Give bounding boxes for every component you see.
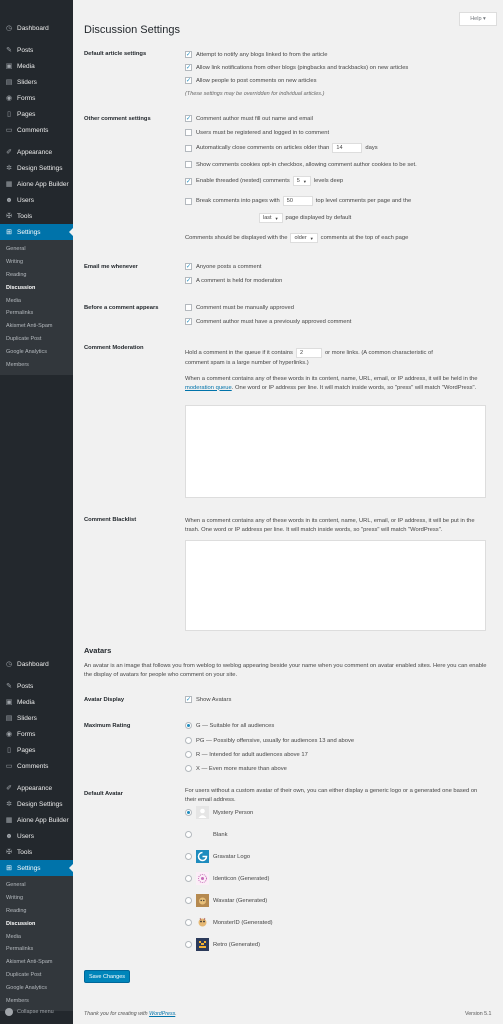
menu-media[interactable]: ▣ Media xyxy=(5,62,35,70)
menu-media[interactable]: ▣ Media xyxy=(5,698,35,706)
brush-icon: ✐ xyxy=(6,785,12,792)
brush-icon: ✐ xyxy=(6,149,12,156)
moderation-queue-link[interactable]: moderation queue xyxy=(185,384,232,391)
menu-sliders[interactable]: ▤ Sliders xyxy=(5,78,37,86)
submenu-writing[interactable]: Writing xyxy=(6,258,24,265)
menu-forms[interactable]: ◉ Forms xyxy=(5,94,36,102)
submenu-members[interactable]: Members xyxy=(6,998,29,1005)
wrench-icon: ✠ xyxy=(6,849,12,856)
checkbox[interactable] xyxy=(185,145,192,152)
close-comments-row: Automatically close comments on articles older than 14 days xyxy=(185,143,378,153)
media-icon: ▣ xyxy=(5,63,13,70)
gear-icon: ✲ xyxy=(6,801,12,808)
slider-icon: ▤ xyxy=(5,715,13,722)
menu-posts[interactable]: ✎ Posts xyxy=(6,682,34,690)
submenu-permalinks[interactable]: Permalinks xyxy=(6,946,34,953)
menu-settings[interactable]: ⊞ Settings xyxy=(0,860,73,876)
help-tab-button[interactable]: Help ▾ xyxy=(459,12,497,26)
avatar-option[interactable]: MonsterID (Generated) xyxy=(185,916,273,929)
rating-option[interactable]: PG — Possibly offensive, usually for audiences 13 and above xyxy=(185,737,354,744)
threaded-row: ✓ Enable threaded (nested) comments 5 ▼ levels deep xyxy=(185,178,344,185)
comments-per-page-input[interactable]: 50 xyxy=(283,196,313,206)
default-article-row[interactable]: ✓ Attempt to notify any blogs linked to from the article xyxy=(185,51,328,58)
submenu-permalinks[interactable]: Permalinks xyxy=(6,310,34,317)
checkbox[interactable]: ✓ xyxy=(185,178,192,185)
media-icon: ▣ xyxy=(5,699,13,706)
default-avatar-label: Default Avatar xyxy=(84,791,123,797)
settings-submenu xyxy=(0,876,73,1011)
checkbox[interactable]: ✓ xyxy=(185,319,192,325)
rating-option[interactable]: X — Even more mature than above xyxy=(185,765,287,772)
submenu-akismet[interactable]: Akismet Anti-Spam xyxy=(6,959,53,966)
menu-design-settings[interactable]: ✲ Design Settings xyxy=(6,800,63,808)
radio[interactable] xyxy=(185,751,192,758)
submenu-media[interactable]: Media xyxy=(6,297,21,304)
rating-option[interactable]: R — Intended for adult audiences above 17 xyxy=(185,751,308,758)
default-avatar-description: For users without a custom avatar of their own, you can either display a generic logo or a generated one based on their email address. xyxy=(185,788,478,803)
section-label-before-appears: Before a comment appears xyxy=(84,305,159,311)
dashboard-icon: ◷ xyxy=(5,25,13,32)
avatar-display-label: Avatar Display xyxy=(84,697,125,703)
cookies-row[interactable]: Show comments cookies opt-in checkbox, allowing comment author cookies to be set. xyxy=(185,161,417,168)
chevron-down-icon: ▼ xyxy=(309,235,314,241)
menu-users[interactable]: ☻ Users xyxy=(5,196,34,204)
submenu-writing[interactable]: Writing xyxy=(6,894,24,901)
submenu-reading[interactable]: Reading xyxy=(6,271,27,278)
default-page-select[interactable]: last ▼ xyxy=(259,213,283,223)
section-label-email: Email me whenever xyxy=(84,264,138,270)
section-label-blacklist: Comment Blacklist xyxy=(84,517,137,523)
default-article-row[interactable]: ✓ Allow people to post comments on new articles xyxy=(185,77,317,84)
submenu-media[interactable]: Media xyxy=(6,933,21,940)
moderation-description: When a comment contains any of these words in its content, name, URL, email, or IP address, it will be held in the moderation queue. One word or IP address per line. It will match inside words, so "press" will match "WordPress". xyxy=(185,376,478,391)
menu-design-settings[interactable]: ✲ Design Settings xyxy=(6,164,63,172)
menu-comments[interactable]: ▭ Comments xyxy=(5,762,49,770)
avatar-option[interactable]: Retro (Generated) xyxy=(185,938,260,951)
menu-pages[interactable]: ▯ Pages xyxy=(0,106,73,122)
users-icon: ☻ xyxy=(5,196,13,204)
grid-icon: ▦ xyxy=(5,181,13,188)
default-page-row: last ▼ page displayed by default xyxy=(185,213,351,223)
submenu-duplicate-post[interactable]: Duplicate Post xyxy=(6,972,42,979)
wordpress-link[interactable]: WordPress xyxy=(149,1011,176,1017)
admin-menu-top xyxy=(0,20,73,375)
show-avatars-row[interactable]: ✓ Show Avatars xyxy=(185,696,232,703)
submenu-google-analytics[interactable]: Google Analytics xyxy=(6,985,47,992)
avatar-option[interactable]: Blank xyxy=(185,828,228,841)
submenu-discussion[interactable]: Discussion xyxy=(6,920,36,927)
hold-links-line2: comment spam is a large number of hyperlinks.) xyxy=(185,360,309,366)
submenu-reading[interactable]: Reading xyxy=(6,907,27,914)
submenu-duplicate-post[interactable]: Duplicate Post xyxy=(6,336,42,343)
comment-order-row: Comments should be displayed with the older ▼ comments at the top of each page xyxy=(185,235,409,241)
section-label-other-comment: Other comment settings xyxy=(84,116,151,122)
footer-credit: Thank you for creating with WordPress. xyxy=(84,1011,177,1017)
checkbox[interactable] xyxy=(185,129,192,136)
menu-forms[interactable]: ◉ Forms xyxy=(5,730,36,738)
blacklist-keys-textarea[interactable] xyxy=(185,540,486,631)
menu-pages[interactable]: ▯ Pages xyxy=(0,742,73,758)
menu-dashboard[interactable]: ◷ Dashboard xyxy=(5,24,49,32)
menu-tools[interactable]: ✠ Tools xyxy=(6,848,33,856)
section-label-moderation: Comment Moderation xyxy=(84,345,144,351)
avatar-option[interactable]: Gravatar Logo xyxy=(185,850,250,863)
admin-sidebar xyxy=(0,0,73,1024)
break-pages-row: Break comments into pages with 50 top level comments per page and the xyxy=(185,196,411,206)
comment-icon: ▭ xyxy=(5,763,13,770)
grid-icon: ▦ xyxy=(5,817,13,824)
checkbox[interactable]: ✓ xyxy=(185,697,192,703)
footer-version: Version 5.1 xyxy=(465,1011,492,1017)
pin-icon: ✎ xyxy=(6,47,12,54)
checkbox[interactable] xyxy=(185,304,192,311)
radio[interactable] xyxy=(185,853,192,860)
menu-dashboard[interactable]: ◷ Dashboard xyxy=(5,660,49,668)
menu-posts[interactable]: ✎ Posts xyxy=(6,46,34,54)
default-article-row[interactable]: ✓ Allow link notifications from other blogs (pingbacks and trackbacks) on new articles xyxy=(185,64,409,71)
menu-users[interactable]: ☻ Users xyxy=(5,832,34,840)
comment-order-select[interactable]: older ▼ xyxy=(290,233,317,243)
admin-menu-repeat xyxy=(0,656,73,1011)
comment-icon: ▭ xyxy=(5,127,13,134)
collapse-icon xyxy=(5,1008,13,1016)
settings-submenu xyxy=(0,240,73,375)
submenu-members[interactable]: Members xyxy=(6,362,29,369)
monsterid-icon xyxy=(196,916,209,929)
submenu-akismet[interactable]: Akismet Anti-Spam xyxy=(6,323,53,330)
registered-row[interactable]: Users must be registered and logged in to comment xyxy=(185,129,329,136)
avatar-option[interactable]: Mystery Person xyxy=(185,806,253,819)
avatars-heading: Avatars xyxy=(84,646,112,655)
settings-icon: ⊞ xyxy=(6,865,12,872)
users-icon: ☻ xyxy=(5,832,13,840)
avatars-description: An avatar is an image that follows you from weblog to weblog appearing beside your name when you comment on avatar enabled sites. Here you can enable the display of avatars for people who comment on your site. xyxy=(84,663,487,678)
blank-avatar-icon xyxy=(196,828,209,841)
radio[interactable] xyxy=(185,919,192,926)
hold-links-input[interactable]: 2 xyxy=(296,348,322,358)
retro-avatar-icon xyxy=(196,938,209,951)
blacklist-description: When a comment contains any of these words in its content, name, URL, email, or IP address, it will be put in the trash. One word or IP address per line. It will match inside words, so "press" will match "WordPress". xyxy=(185,518,475,533)
dashboard-icon: ◷ xyxy=(5,661,13,668)
checkbox[interactable] xyxy=(185,198,192,205)
hold-links-row: Hold a comment in the queue if it contains 2 or more links. (A common characteristic of xyxy=(185,350,433,356)
menu-tools[interactable]: ✠ Tools xyxy=(6,212,33,220)
avatar-option[interactable]: Wavatar (Generated) xyxy=(185,894,267,907)
section-label-default-article: Default article settings xyxy=(84,51,147,57)
radio[interactable] xyxy=(185,941,192,948)
default-article-note: (These settings may be overridden for individual articles.) xyxy=(185,91,325,97)
page-icon: ▯ xyxy=(7,111,11,118)
menu-appearance[interactable]: ✐ Appearance xyxy=(6,784,53,792)
moderation-keys-textarea[interactable] xyxy=(185,405,486,498)
checkbox[interactable] xyxy=(185,161,192,168)
collapse-menu-button[interactable]: Collapse menu xyxy=(0,1005,54,1019)
forms-icon: ◉ xyxy=(5,95,13,102)
main-content xyxy=(73,0,503,1024)
save-changes-button[interactable]: Save Changes xyxy=(84,970,130,983)
menu-settings[interactable]: ⊞ Settings xyxy=(0,224,73,240)
radio[interactable] xyxy=(185,765,192,772)
menu-comments[interactable]: ▭ Comments xyxy=(5,126,49,134)
radio[interactable] xyxy=(185,809,192,816)
radio[interactable] xyxy=(185,875,192,882)
checkbox[interactable]: ✓ xyxy=(185,116,192,122)
checkbox[interactable]: ✓ xyxy=(185,65,192,71)
forms-icon: ◉ xyxy=(5,731,13,738)
wavatar-icon xyxy=(196,894,209,907)
pin-icon: ✎ xyxy=(6,683,12,690)
prev-approved-row[interactable]: ✓ Comment author must have a previously approved comment xyxy=(185,318,352,325)
mystery-person-icon xyxy=(196,806,209,819)
checkbox[interactable]: ✓ xyxy=(185,278,192,284)
chevron-down-icon: ▼ xyxy=(274,215,279,221)
gear-icon: ✲ xyxy=(6,165,12,172)
author-info-row[interactable]: ✓ Comment author must fill out name and email xyxy=(185,115,313,122)
slider-icon: ▤ xyxy=(5,79,13,86)
thread-depth-select[interactable]: 5 ▼ xyxy=(293,176,311,186)
identicon-icon xyxy=(196,872,209,885)
maximum-rating-label: Maximum Rating xyxy=(84,723,131,729)
submenu-discussion[interactable]: Discussion xyxy=(6,284,36,291)
checkbox[interactable]: ✓ xyxy=(185,264,192,270)
settings-icon: ⊞ xyxy=(6,229,12,236)
menu-sliders[interactable]: ▤ Sliders xyxy=(5,714,37,722)
page-title: Discussion Settings xyxy=(84,24,180,36)
avatar-option[interactable]: Identicon (Generated) xyxy=(185,872,269,885)
radio[interactable] xyxy=(185,831,192,838)
checkbox[interactable]: ✓ xyxy=(185,78,192,84)
menu-aione-app-builder[interactable]: ▦ Aione App Builder xyxy=(5,816,69,824)
email-anyone-row[interactable]: ✓ Anyone posts a comment xyxy=(185,263,262,270)
rating-option[interactable]: G — Suitable for all audiences xyxy=(185,722,274,729)
radio[interactable] xyxy=(185,722,192,729)
menu-appearance[interactable]: ✐ Appearance xyxy=(6,148,53,156)
close-days-input[interactable]: 14 xyxy=(332,143,362,153)
gravatar-logo-icon xyxy=(196,850,209,863)
radio[interactable] xyxy=(185,737,192,744)
checkbox[interactable]: ✓ xyxy=(185,52,192,58)
manual-approve-row[interactable]: Comment must be manually approved xyxy=(185,304,294,311)
chevron-down-icon: ▼ xyxy=(302,178,307,184)
submenu-general[interactable]: General xyxy=(6,246,26,252)
submenu-google-analytics[interactable]: Google Analytics xyxy=(6,349,47,356)
wrench-icon: ✠ xyxy=(6,213,12,220)
email-held-row[interactable]: ✓ A comment is held for moderation xyxy=(185,277,283,284)
page-icon: ▯ xyxy=(7,747,11,754)
submenu-general[interactable]: General xyxy=(6,882,26,888)
menu-aione-app-builder[interactable]: ▦ Aione App Builder xyxy=(5,180,69,188)
radio[interactable] xyxy=(185,897,192,904)
